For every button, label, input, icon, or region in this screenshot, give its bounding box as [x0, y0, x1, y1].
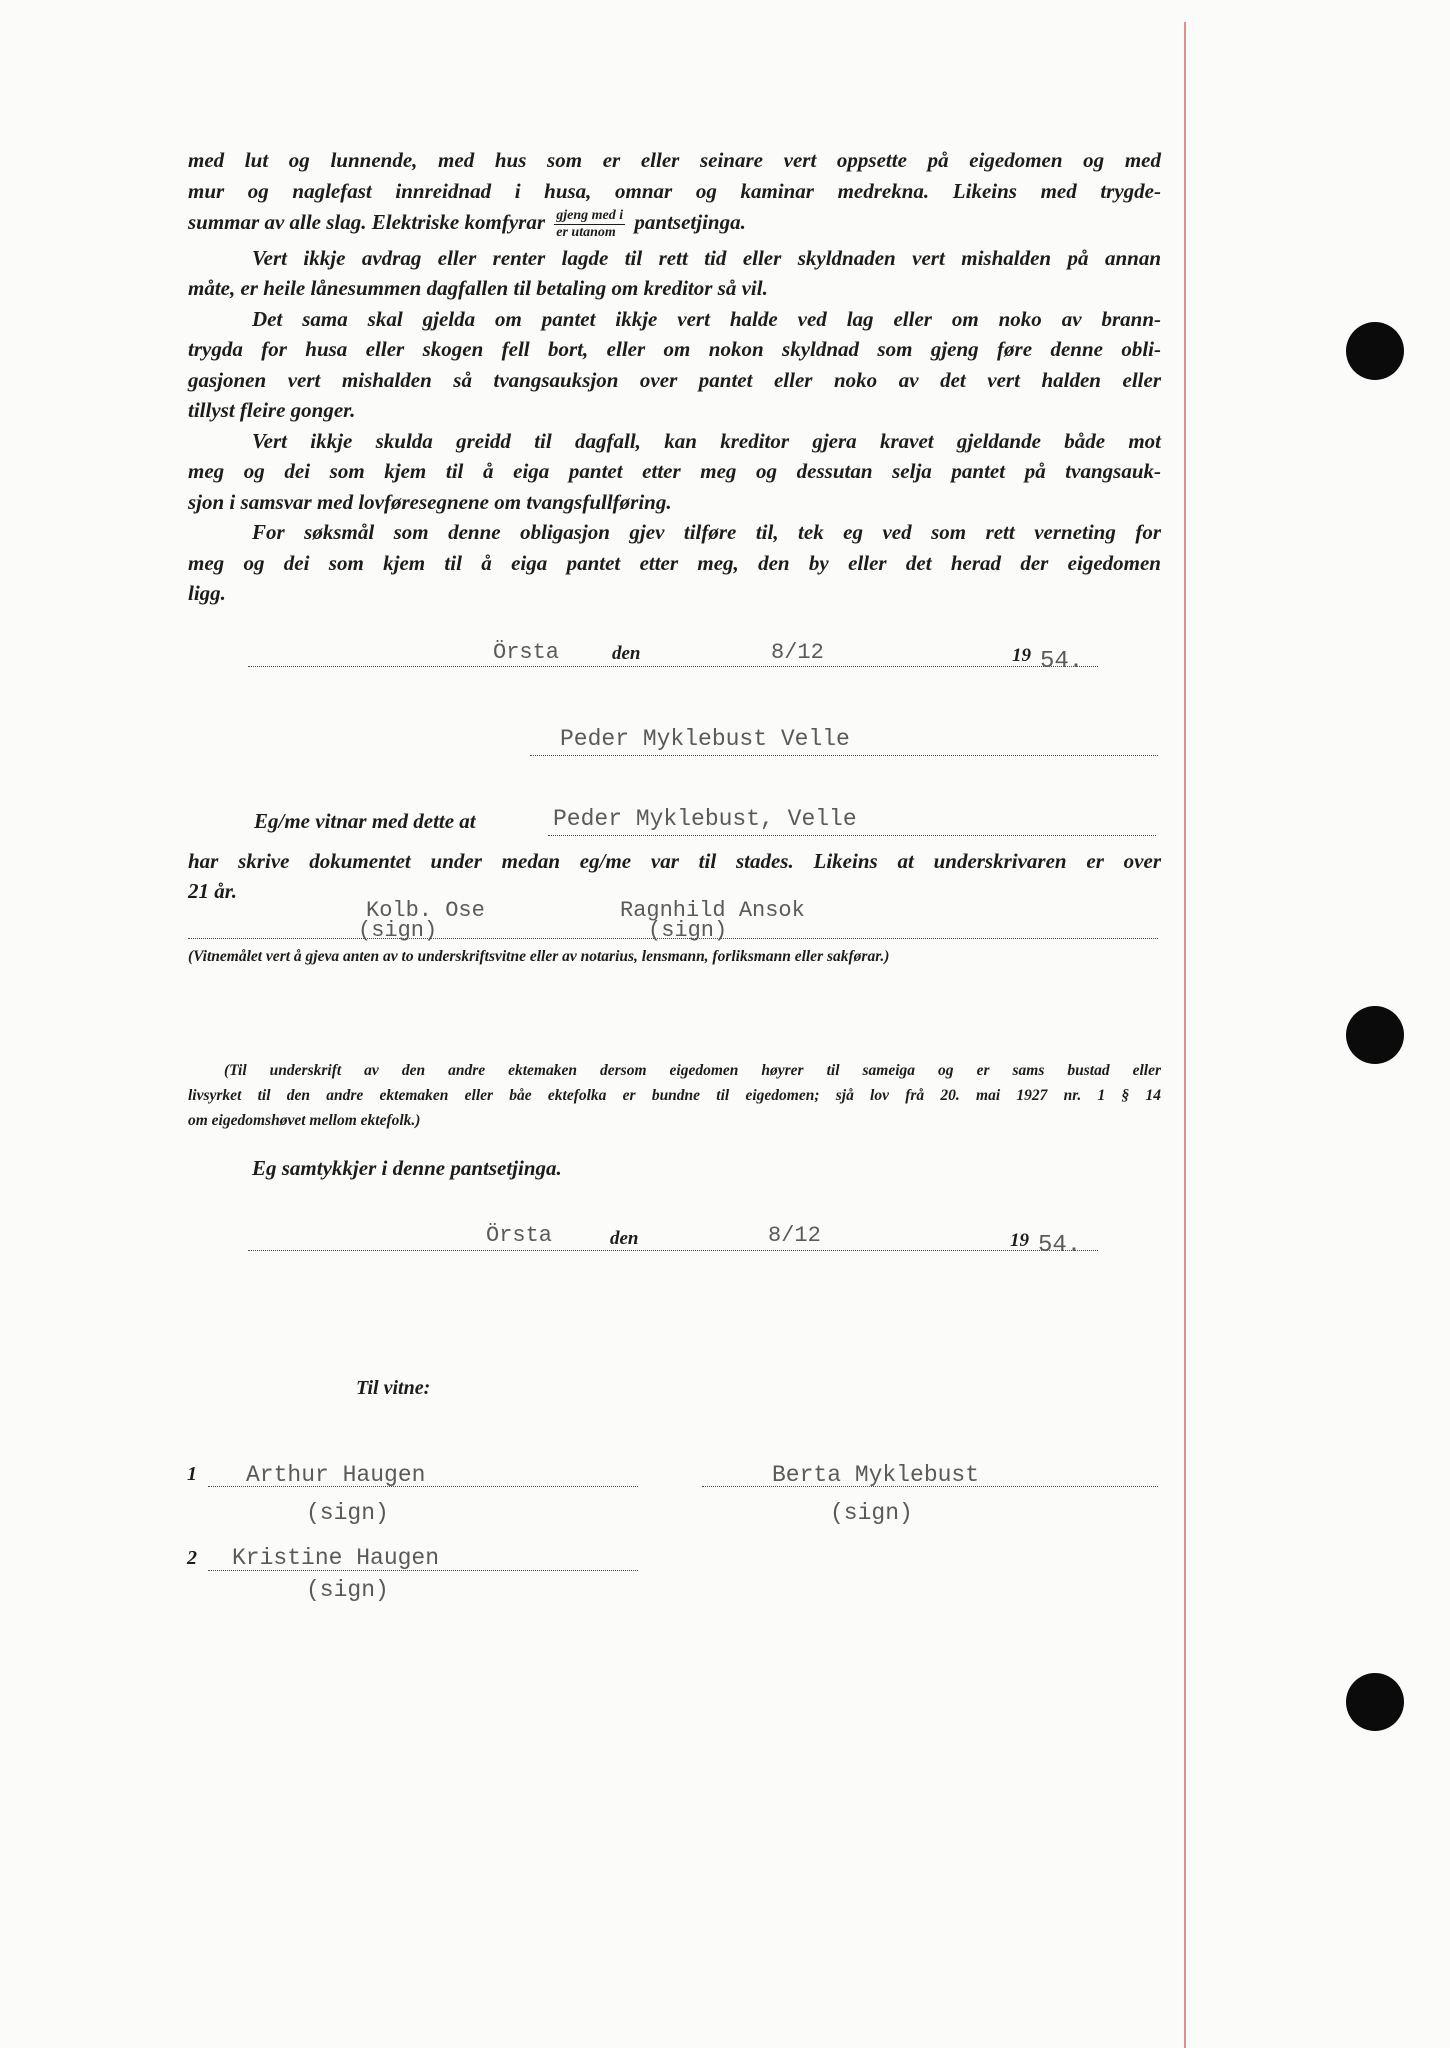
pantsetjinga-text: pantsetjinga. — [634, 210, 746, 234]
clause-line: sjon i samsvar med lovføresegnene om tvangsfullføring. — [188, 489, 672, 514]
clause-line: med lut og lunnende, med hus som er eller seinare vert oppsette på eigedomen og med — [188, 148, 1161, 172]
consent-year-suffix: 54. — [1038, 1232, 1082, 1259]
punch-hole-middle — [1346, 1006, 1404, 1064]
consent-date-typed: 8/12 — [768, 1223, 821, 1248]
komfyrar-text: summar av alle slag. Elektriske komfyrar — [188, 210, 545, 234]
punch-hole-bottom — [1346, 1673, 1404, 1731]
clause-line: tillyst fleire gonger. — [188, 398, 356, 423]
spouse-note — [188, 1058, 1161, 1133]
clause-line: Vert ikkje avdrag eller renter lagde til rett tid eller skyldnaden vert mishalden på annan — [252, 245, 1161, 270]
year-suffix: 54. — [1040, 648, 1084, 675]
consent-signer-dotted-line — [702, 1486, 1158, 1487]
signer-dotted-line — [530, 755, 1158, 756]
til-vitne-label: Til vitne: — [356, 1377, 431, 1399]
place-typed: Örsta — [493, 640, 560, 665]
final-witness1-sign: (sign) — [306, 1500, 389, 1526]
spouse-note-line: om eigedomshøvet mellom ektefolk.) — [188, 1112, 421, 1129]
den-label: den — [612, 643, 641, 664]
consent-text: Eg samtykkjer i denne pantsetjinga. — [252, 1156, 562, 1180]
clause-line: meg og dei som kjem til å eiga pantet etter meg, den by eller det herad der eigedomen — [188, 550, 1161, 575]
year-prefix: 19 — [1012, 645, 1031, 666]
witness2-sign: (sign) — [648, 918, 728, 943]
witness-number: 2 — [187, 1547, 197, 1569]
clause-line-komfyrar — [188, 207, 1161, 241]
witness-line-2: har skrive dokumentet under medan eg/me var til stades. Likeins at underskrivaren er over — [188, 849, 1161, 873]
consent-date-dotted-line — [248, 1250, 1098, 1251]
consent-den-label: den — [610, 1228, 639, 1249]
witness-intro: Eg/me vitnar med dette at — [254, 809, 476, 833]
clause-line: trygda for husa eller skogen fell bort, eller om nokon skyldnad som gjeng føre denne obli- — [188, 337, 1161, 362]
consent-signer-sign: (sign) — [830, 1500, 913, 1526]
clause-line: måte, er heile lånesummen dagfallen til betaling om kreditor så vil. — [188, 276, 768, 301]
witness1-name: Kolb. Ose — [366, 898, 485, 923]
fraction-numerator: gjeng med i — [556, 207, 624, 223]
witness-line-3: 21 år. — [188, 879, 238, 903]
clause-section — [188, 145, 1161, 609]
consent-signer-name: Berta Myklebust — [772, 1462, 980, 1488]
witness-subject-dotted-line — [548, 835, 1156, 836]
final-witness2-dotted-line — [208, 1570, 638, 1571]
clause-line: For søksmål som denne obligasjon gjev tilføre til, tek eg ved som rett verneting for — [252, 520, 1161, 545]
consent-place-typed: Örsta — [486, 1223, 553, 1248]
clause-line: gasjonen vert mishalden så tvangsauksjon over pantet eller noko av det vert halden eller — [188, 367, 1161, 392]
final-witness2-name: Kristine Haugen — [232, 1545, 440, 1571]
witness1-sign: (sign) — [358, 918, 438, 943]
clause-line: mur og naglefast innreidnad i husa, omnar og kaminar medrekna. Likeins med trygde- — [188, 178, 1161, 203]
witness2-name: Ragnhild Ansok — [620, 898, 805, 923]
final-witness1-name: Arthur Haugen — [246, 1462, 426, 1488]
date-dotted-line — [248, 666, 1098, 667]
clause-line: Vert ikkje skulda greidd til dagfall, kan kreditor gjera kravet gjeldande både mot — [252, 428, 1161, 453]
clause-line: meg og dei som kjem til å eiga pantet etter meg og dessutan selja pantet på tvangsauk- — [188, 459, 1161, 484]
witness-note: (Vitnemålet vert å gjeva anten av to underskriftsvitne eller av notarius, lensmann, forliksmann eller sakførar.) — [188, 948, 890, 965]
witness-subject-typed: Peder Myklebust, Velle — [553, 806, 857, 832]
fraction-denominator: er utanom — [556, 224, 616, 240]
witness-number: 1 — [187, 1463, 197, 1485]
witnesses-dotted-line — [188, 938, 1158, 939]
spouse-note-line: (Til underskrift av den andre ektemaken dersom eigedomen høyrer til sameiga og er sams bustad eller — [224, 1062, 1161, 1079]
final-witness2-sign: (sign) — [306, 1577, 389, 1603]
final-witness1-dotted-line — [208, 1486, 638, 1487]
signer-typed: Peder Myklebust Velle — [560, 726, 850, 752]
clause-line: ligg. — [188, 581, 226, 606]
clause-line: Det sama skal gjelda om pantet ikkje vert halde ved lag eller om noko av brann- — [252, 306, 1161, 331]
spouse-note-line: livsyrket til den andre ektemaken eller båe ektefolka er bundne til eigedomen; sjå lov frå 20. mai 1927 nr. 1 § 14 — [188, 1087, 1161, 1104]
choice-fraction — [554, 208, 625, 241]
red-margin-line — [1184, 22, 1186, 2048]
punch-hole-top — [1346, 322, 1404, 380]
date-typed: 8/12 — [771, 640, 824, 665]
consent-year-prefix: 19 — [1010, 1230, 1029, 1251]
